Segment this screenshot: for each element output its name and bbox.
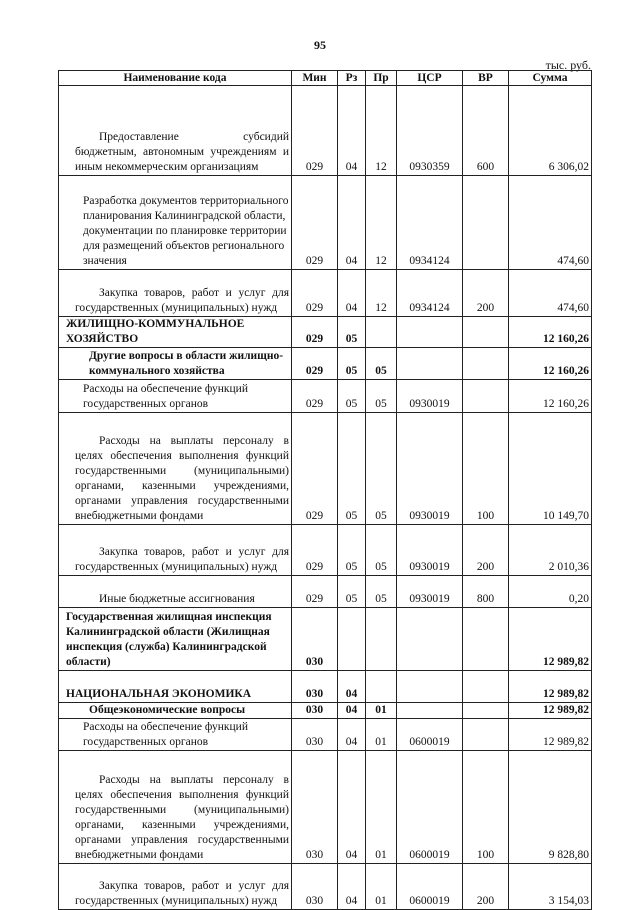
cell-csr: 0934124 [397, 270, 463, 317]
row-name-text: Разработка документов территориального планирования Калининградской области, документации по планировке территории для размещений объектов регионального значения [83, 195, 289, 267]
cell-sum: 12 989,82 [509, 703, 592, 719]
cell-name [59, 176, 292, 270]
table-row [59, 576, 592, 608]
cell-name [59, 380, 292, 413]
cell-sum: 6 306,02 [509, 86, 592, 176]
cell-min: 029 [292, 176, 338, 270]
header-row [59, 71, 592, 86]
cell-rz [338, 608, 366, 671]
cell-pr: 01 [366, 719, 397, 751]
cell-sum: 474,60 [509, 176, 592, 270]
row-name-text: Иные бюджетные ассигнования [99, 593, 255, 605]
cell-pr: 05 [366, 413, 397, 525]
cell-pr: 05 [366, 525, 397, 576]
cell-vr: 200 [463, 525, 509, 576]
header-min: Мин [292, 71, 338, 86]
row-name-text: Расходы на обеспечение функций государственных органов [83, 383, 248, 410]
cell-pr: 12 [366, 86, 397, 176]
cell-min: 030 [292, 703, 338, 719]
table-body [59, 86, 592, 910]
cell-min: 030 [292, 671, 338, 703]
cell-pr: 05 [366, 380, 397, 413]
header-sum: Сумма [509, 71, 592, 86]
cell-csr: 0930019 [397, 413, 463, 525]
cell-name [59, 576, 292, 608]
table-row [59, 348, 592, 380]
cell-vr [463, 671, 509, 703]
table-row [59, 751, 592, 864]
cell-pr: 05 [366, 348, 397, 380]
cell-vr: 600 [463, 86, 509, 176]
cell-rz: 04 [338, 703, 366, 719]
cell-min: 029 [292, 576, 338, 608]
cell-pr: 05 [366, 576, 397, 608]
cell-rz: 05 [338, 525, 366, 576]
page-number: 95 [314, 38, 326, 52]
table-row [59, 525, 592, 576]
cell-rz: 04 [338, 270, 366, 317]
cell-min: 029 [292, 525, 338, 576]
cell-name [59, 413, 292, 525]
budget-table [58, 70, 592, 910]
cell-csr [397, 703, 463, 719]
cell-csr: 0930019 [397, 525, 463, 576]
cell-min: 029 [292, 270, 338, 317]
table-row [59, 317, 592, 348]
cell-min: 029 [292, 348, 338, 380]
cell-rz: 04 [338, 176, 366, 270]
cell-rz: 05 [338, 413, 366, 525]
cell-csr: 0600019 [397, 719, 463, 751]
cell-rz: 04 [338, 671, 366, 703]
cell-vr: 800 [463, 576, 509, 608]
cell-name [59, 719, 292, 751]
cell-name [59, 317, 292, 348]
cell-vr [463, 719, 509, 751]
cell-pr [366, 317, 397, 348]
cell-sum: 12 160,26 [509, 380, 592, 413]
cell-min: 029 [292, 413, 338, 525]
cell-vr [463, 348, 509, 380]
table-row [59, 703, 592, 719]
cell-csr: 0930019 [397, 380, 463, 413]
table-row [59, 864, 592, 910]
cell-vr: 100 [463, 413, 509, 525]
cell-csr: 0930019 [397, 576, 463, 608]
cell-name [59, 703, 292, 719]
row-name-text: Предоставление субсидий бюджетным, автономным учреждениям и иным некоммерческим организациям [75, 131, 289, 173]
cell-csr: 0930359 [397, 86, 463, 176]
table-row [59, 719, 592, 751]
cell-pr [366, 671, 397, 703]
cell-sum: 10 149,70 [509, 413, 592, 525]
header-rz: Рз [338, 71, 366, 86]
row-name-text: Другие вопросы в области жилищно-коммунального хозяйства [89, 350, 284, 377]
cell-csr [397, 348, 463, 380]
cell-vr [463, 703, 509, 719]
row-name-text: Закупка товаров, работ и услуг для государственных (муниципальных) нужд [75, 880, 289, 907]
cell-name [59, 671, 292, 703]
cell-rz: 04 [338, 86, 366, 176]
cell-csr [397, 671, 463, 703]
cell-csr: 0600019 [397, 864, 463, 910]
cell-name [59, 751, 292, 864]
row-name-text: Расходы на выплаты персоналу в целях обеспечения выполнения функций государственными (муниципальными) органами, казенными учреждениями, органами управления государственными внебюджетными фондами [75, 435, 289, 522]
cell-pr [366, 608, 397, 671]
cell-csr: 0600019 [397, 751, 463, 864]
cell-sum: 0,20 [509, 576, 592, 608]
table-row [59, 176, 592, 270]
table-row [59, 608, 592, 671]
cell-sum: 12 989,82 [509, 719, 592, 751]
row-name-text: Закупка товаров, работ и услуг для государственных (муниципальных) нужд [75, 546, 289, 573]
cell-rz: 04 [338, 864, 366, 910]
cell-rz: 04 [338, 719, 366, 751]
row-name-text: Государственная жилищная инспекция Калининградской области (Жилищная инспекция (служба) Калининградской области) [66, 611, 272, 668]
cell-vr: 200 [463, 270, 509, 317]
cell-pr: 12 [366, 176, 397, 270]
header-name: Наименование кода [59, 71, 292, 86]
cell-sum: 9 828,80 [509, 751, 592, 864]
units-label: тыс. руб. [545, 58, 591, 72]
table-row [59, 413, 592, 525]
cell-name [59, 525, 292, 576]
cell-min: 030 [292, 608, 338, 671]
header-vr: ВР [463, 71, 509, 86]
header-csr: ЦСР [397, 71, 463, 86]
cell-name [59, 348, 292, 380]
cell-vr: 200 [463, 864, 509, 910]
table-row [59, 671, 592, 703]
row-name-text: НАЦИОНАЛЬНАЯ ЭКОНОМИКА [66, 688, 252, 700]
cell-pr: 01 [366, 864, 397, 910]
cell-name [59, 86, 292, 176]
cell-vr [463, 176, 509, 270]
cell-sum: 3 154,03 [509, 864, 592, 910]
cell-vr [463, 317, 509, 348]
cell-min: 030 [292, 864, 338, 910]
cell-vr [463, 380, 509, 413]
row-name-text: Расходы на выплаты персоналу в целях обеспечения выполнения функций государственными (муниципальными) органами, казенными учреждениями, органами управления государственными внебюджетными фондами [75, 774, 289, 861]
cell-sum: 12 989,82 [509, 608, 592, 671]
cell-vr: 100 [463, 751, 509, 864]
cell-sum: 12 989,82 [509, 671, 592, 703]
cell-name [59, 608, 292, 671]
cell-min: 030 [292, 719, 338, 751]
cell-sum: 12 160,26 [509, 348, 592, 380]
cell-csr: 0934124 [397, 176, 463, 270]
row-name-text: Расходы на обеспечение функций государственных органов [83, 721, 248, 748]
cell-min: 029 [292, 86, 338, 176]
cell-min: 029 [292, 317, 338, 348]
cell-csr [397, 608, 463, 671]
cell-sum: 474,60 [509, 270, 592, 317]
cell-vr [463, 608, 509, 671]
table-row [59, 380, 592, 413]
cell-csr [397, 317, 463, 348]
cell-min: 029 [292, 380, 338, 413]
cell-rz: 05 [338, 317, 366, 348]
cell-sum: 2 010,36 [509, 525, 592, 576]
cell-pr: 01 [366, 751, 397, 864]
table-row [59, 270, 592, 317]
cell-pr: 12 [366, 270, 397, 317]
cell-sum: 12 160,26 [509, 317, 592, 348]
cell-rz: 05 [338, 380, 366, 413]
row-name-text: Закупка товаров, работ и услуг для государственных (муниципальных) нужд [75, 287, 289, 314]
cell-min: 030 [292, 751, 338, 864]
row-name-text: ЖИЛИЩНО-КОММУНАЛЬНОЕ ХОЗЯЙСТВО [66, 318, 245, 345]
cell-pr: 01 [366, 703, 397, 719]
cell-rz: 05 [338, 348, 366, 380]
cell-rz: 04 [338, 751, 366, 864]
header-pr: Пр [366, 71, 397, 86]
cell-rz: 05 [338, 576, 366, 608]
table-row [59, 86, 592, 176]
row-name-text: Общеэкономические вопросы [89, 704, 246, 716]
cell-name [59, 864, 292, 910]
cell-name [59, 270, 292, 317]
